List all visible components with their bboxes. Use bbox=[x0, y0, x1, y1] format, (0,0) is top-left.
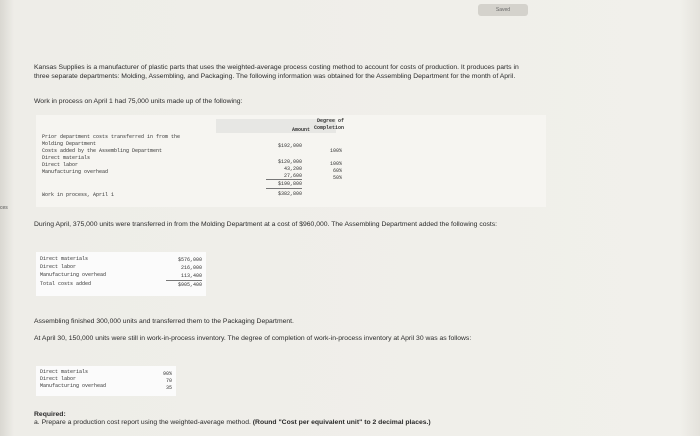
table-row-amount: $190,800 bbox=[277, 181, 302, 187]
table-row-pct: 60% bbox=[332, 168, 342, 174]
table-row-label: Work in process, April 1 bbox=[42, 192, 115, 198]
table-row-pct: 35 bbox=[165, 385, 172, 391]
wip-end-text: At April 30, 150,000 units were still in work-in-process inventory. The degree of completion of work-in-process inventory at April 30 was as follows: bbox=[34, 335, 472, 342]
april-transfer-text: During April, 375,000 units were transferred in from the Molding Department at a cost of $960,000. The Assembling Department added the following costs: bbox=[34, 221, 498, 228]
table-row-amount: $192,000 bbox=[277, 143, 302, 149]
table-row-amount: 113,400 bbox=[180, 273, 202, 279]
table-row-label: Direct materials bbox=[40, 256, 89, 262]
table-row-label: Direct materials bbox=[42, 155, 91, 161]
side-label: ces bbox=[0, 205, 8, 211]
table-row-pct: 100% bbox=[329, 148, 342, 154]
table-row-amount: $382,800 bbox=[277, 191, 302, 197]
wip-end-completion-table bbox=[36, 366, 176, 396]
table-row-label: Direct materials bbox=[40, 369, 89, 375]
table-row-label: Prior department costs transferred in from the bbox=[42, 134, 181, 140]
total-line bbox=[266, 188, 302, 189]
wip-intro-text: Work in process on April 1 had 75,000 units made up of the following: bbox=[34, 98, 243, 105]
table-row-amount: $576,000 bbox=[177, 257, 202, 263]
finished-units-text: Assembling finished 300,000 units and transferred them to the Packaging Department. bbox=[34, 318, 294, 325]
table-row-label: Direct labor bbox=[40, 376, 77, 382]
table-row-pct: 70 bbox=[165, 378, 172, 384]
table-row-amount: 43,200 bbox=[283, 166, 302, 172]
table-row-label: Costs added by the Assembling Department bbox=[42, 148, 163, 154]
subtotal-line bbox=[166, 280, 202, 281]
table-row-pct: 100% bbox=[329, 161, 342, 167]
table-row-label: Molding Department bbox=[42, 141, 97, 147]
wip-beginning-table bbox=[36, 115, 546, 207]
required-item-a bbox=[34, 418, 674, 427]
table-row-label: Manufacturing overhead bbox=[40, 383, 107, 389]
table-row-amount: $905,400 bbox=[177, 282, 202, 288]
required-a-rounding-note: (Round "Cost per equivalent unit" to 2 decimal places.) bbox=[252, 419, 431, 426]
table-row-pct: 90% bbox=[162, 371, 172, 377]
table-row-amount: 216,000 bbox=[180, 265, 202, 271]
required-heading: Required: bbox=[34, 411, 66, 418]
table-row-amount: 27,600 bbox=[283, 173, 302, 179]
costs-added-table bbox=[36, 252, 206, 296]
table-row-label: Total costs added bbox=[40, 281, 92, 287]
intro-paragraph: Kansas Supplies is a manufacturer of plastic parts that uses the weighted-average process costing method to account for costs of production. It produces parts in three separate departments: Molding, Assembling, and Packaging. The following information was obtained for the Assembling Department for the month of April. bbox=[34, 64, 519, 80]
required-a-text: Prepare a production cost report using the weighted-average method. bbox=[41, 419, 251, 426]
table-row-label: Direct labor bbox=[40, 264, 77, 270]
col-header-completion: Completion bbox=[313, 125, 344, 131]
subtotal-line bbox=[266, 179, 302, 180]
table-row-label: Direct labor bbox=[42, 162, 79, 168]
saved-indicator[interactable]: Saved bbox=[478, 4, 528, 16]
col-header-degree: Degree of bbox=[316, 118, 344, 124]
table-row-label: Manufacturing overhead bbox=[40, 272, 107, 278]
required-a-prefix: a. bbox=[34, 419, 40, 426]
table-row-pct: 50% bbox=[332, 175, 342, 181]
table-row-amount: $120,000 bbox=[277, 159, 302, 165]
col-header-amount: Amount bbox=[291, 127, 310, 133]
table-row-label: Manufacturing overhead bbox=[42, 169, 109, 175]
